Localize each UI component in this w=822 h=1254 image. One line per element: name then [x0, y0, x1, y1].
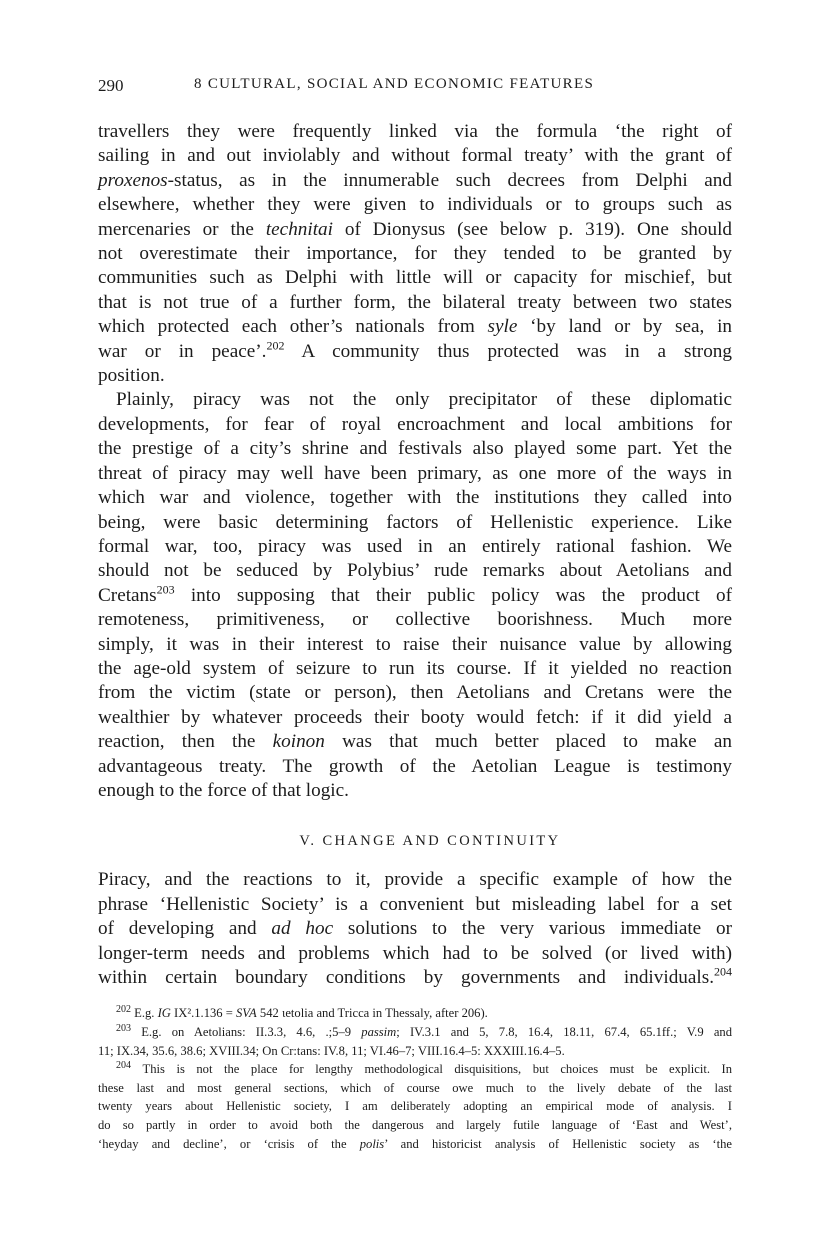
- italic-term: syle: [487, 316, 518, 338]
- text-line: [98, 340, 732, 364]
- italic-term: passim: [361, 1025, 397, 1039]
- italic-term: koinon: [272, 731, 325, 753]
- text-fragment: mercenaries or the: [98, 218, 266, 240]
- text-fragment: into supposing that their public policy was the product of: [174, 584, 732, 606]
- italic-term: polis: [359, 1136, 385, 1151]
- text-line: which war and violence, together with the institutions they called into: [98, 487, 732, 509]
- text-line: remoteness, primitiveness, or collective boorishness. Much more: [98, 609, 732, 631]
- text-line: that is not true of a further form, the bilateral treaty between two states: [98, 291, 732, 313]
- text-line: Plainly, piracy was not the only precipitator of these diplomatic: [116, 389, 732, 411]
- italic-term: ad hoc: [271, 918, 334, 940]
- text-line: communities such as Delphi with little will or capacity for mischief, but: [98, 267, 732, 289]
- text-fragment: ‘heyday and decline’, or ‘crisis of the: [98, 1136, 360, 1151]
- running-header: [98, 76, 732, 100]
- text-line: [98, 966, 732, 990]
- text-fragment: -status, as in the innumerable such decrees from Delphi and: [167, 169, 732, 191]
- text-line: [98, 218, 732, 242]
- text-line: [98, 584, 732, 608]
- text-line: sailing in and out inviolably and without formal treaty’ with the grant of: [98, 145, 732, 167]
- text-line: the age-old system of seizure to run its course. If it yielded no reaction: [98, 657, 732, 679]
- text-line: travellers they were frequently linked via the formula ‘the right of: [98, 121, 732, 142]
- text-fragment: ‘by land or by sea, in: [517, 316, 732, 338]
- text-fragment: of Dionysus (see below p. 319). One should: [332, 218, 732, 240]
- text-fragment: of developing and: [98, 918, 272, 940]
- text-line: developments, for fear of royal encroachment and local ambitions for: [98, 413, 732, 435]
- text-line: simply, it was in their interest to raise their nuisance value by allowing: [98, 633, 732, 655]
- text-line: [98, 315, 732, 339]
- footnote-ref: 203: [156, 582, 175, 597]
- italic-term: technitai: [265, 218, 333, 240]
- footnote-line: do so partly in order to avoid both the dangerous and largely futile language of ‘East and West’,: [98, 1117, 732, 1132]
- footnote-203: [98, 1023, 732, 1042]
- text-fragment: war or in peace’.: [98, 340, 267, 362]
- text-line: from the victim (state or person), then Aetolians and Cretans were the: [98, 682, 732, 704]
- footnote-ref: 202: [266, 338, 285, 353]
- paragraph-1: [98, 120, 732, 803]
- text-line: being, were basic determining factors of Hellenistic experience. Like: [98, 511, 732, 533]
- text-fragment: within certain boundary conditions by governments and individuals.: [98, 967, 714, 988]
- text-line: advantageous treaty. The growth of the Aetolian League is testimony: [98, 755, 732, 777]
- text-fragment: ’ and historicist analysis of Hellenistic society as ‘the: [384, 1136, 732, 1151]
- footnote-line: twenty years about Hellenistic society, I am deliberately adopting an empirical mode of analysis. I: [98, 1099, 732, 1114]
- footnote-number: 203: [116, 1022, 131, 1034]
- text-fragment: reaction, then the: [98, 731, 273, 753]
- text-line: enough to the force of that logic.: [98, 779, 349, 801]
- text-line: longer-term needs and problems which had to be solved (or lived with): [98, 942, 732, 964]
- footnote-number: 202: [116, 1004, 131, 1016]
- text-fragment: which protected each other’s nationals from: [98, 316, 488, 338]
- text-fragment: 542 ιetolia and Tricca in Thessaly, after 206).: [256, 1006, 488, 1021]
- page: [98, 76, 732, 1153]
- text-line: phrase ‘Hellenistic Society’ is a convenient but misleading label for a set: [98, 893, 732, 915]
- text-fragment: ; IV.3.1 and 5, 7.8, 16.4, 18.11, 67.4, 65.1ff.; V.9 and: [396, 1025, 733, 1039]
- text-line: position.: [98, 365, 165, 387]
- text-line: wealthier by whatever proceeds their booty would fetch: if it did yield a: [98, 706, 732, 728]
- footnote-ref: 204: [714, 964, 732, 979]
- footnote-202: [98, 1004, 732, 1023]
- footnote-line: [98, 1135, 732, 1154]
- text-line: formal war, too, piracy was used in an entirely rational fashion. We: [98, 535, 732, 557]
- text-line: [98, 917, 732, 941]
- text-line: threat of piracy may well have been primary, as one more of the ways in: [98, 462, 732, 484]
- italic-term: proxenos: [98, 169, 168, 191]
- paragraph-3: [98, 868, 732, 990]
- text-line: not overestimate their importance, for they tended to be granted by: [98, 243, 732, 265]
- footnote-number: 204: [116, 1060, 131, 1071]
- text-fragment: IX².1.136 =: [170, 1006, 236, 1021]
- footnote-line: 11; IX.34, 35.6, 38.6; XVIII.34; On Cr:tans: IV.8, 11; VI.46–7; VIII.16.4–5: XXXIII.16.4–5.: [98, 1043, 565, 1058]
- footnote-line: these last and most general sections, which of course owe much to the lively debate of the last: [98, 1080, 732, 1095]
- footnotes: [98, 1004, 732, 1153]
- text-fragment: Cretans: [98, 584, 157, 606]
- page-number: 290: [98, 76, 124, 95]
- text-fragment: E.g. on Aetolians: II.3.3, 4.6, .;5–9: [141, 1025, 362, 1039]
- text-fragment: A community thus protected was in a strong: [284, 340, 732, 362]
- text-line: [98, 169, 732, 193]
- italic-term: IG: [157, 1006, 171, 1021]
- text-fragment: solutions to the very various immediate or: [333, 918, 732, 940]
- italic-term: SVA: [236, 1006, 257, 1021]
- text-fragment: E.g.: [134, 1006, 158, 1021]
- footnote-204: [98, 1060, 732, 1079]
- section-heading: V. CHANGE AND CONTINUITY: [299, 833, 561, 850]
- text-line: the prestige of a city’s shrine and festivals also played some part. Yet the: [98, 438, 732, 460]
- text-fragment: was that much better placed to make an: [324, 731, 732, 753]
- running-title: 8 CULTURAL, SOCIAL AND ECONOMIC FEATURES: [194, 76, 595, 92]
- text-fragment: This is not the place for lengthy methodological disquisitions, but choices must be explicit. In: [142, 1062, 732, 1077]
- text-line: should not be seduced by Polybius’ rude remarks about Aetolians and: [98, 560, 732, 582]
- text-line: [98, 730, 732, 754]
- text-line: elsewhere, whether they were given to individuals or to groups such as: [98, 194, 732, 216]
- text-line: Piracy, and the reactions to it, provide a specific example of how the: [98, 869, 732, 891]
